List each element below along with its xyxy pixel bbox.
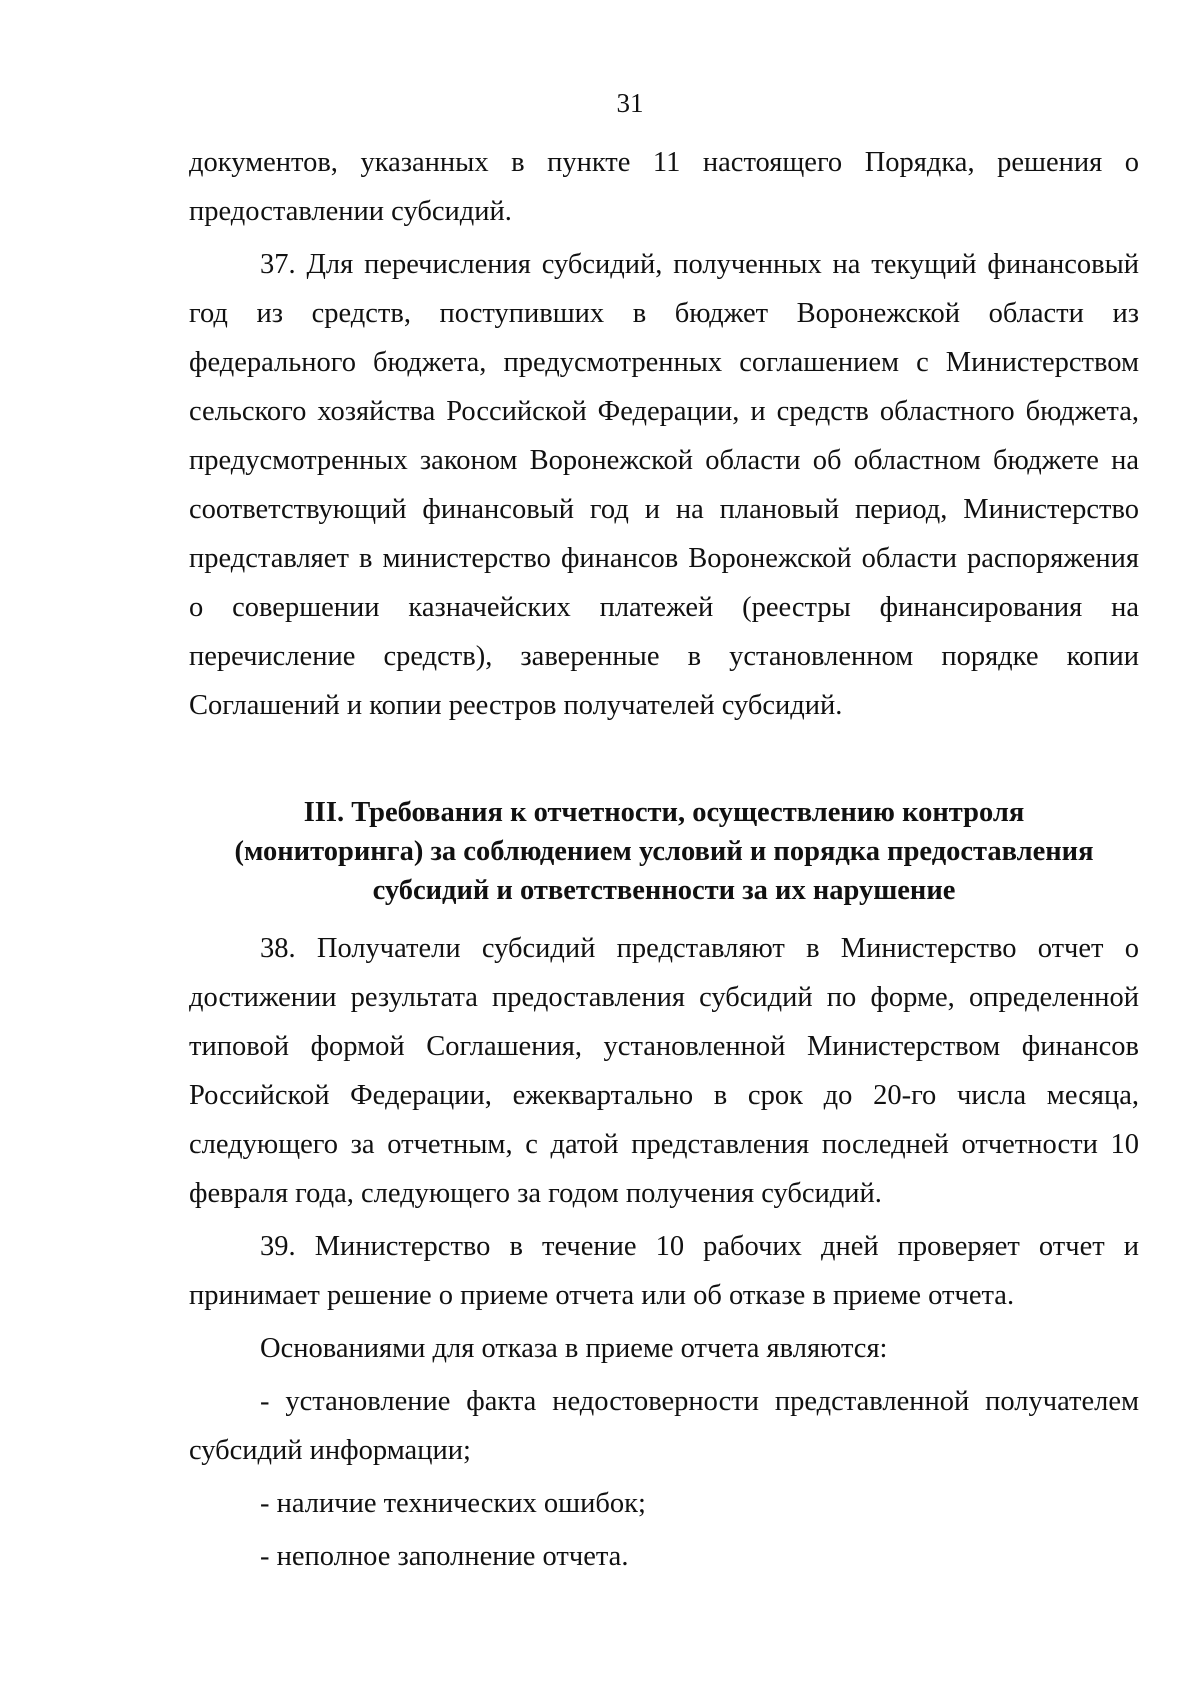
page-number: 31 [616, 88, 644, 118]
section-heading-line-2: (мониторинга) за соблюдением условий и порядка предоставления [234, 836, 1094, 867]
grounds-item-2: - наличие технических ошибок; [260, 1488, 646, 1519]
section-heading-line-3: субсидий и ответственности за их нарушение [372, 875, 956, 906]
continuation-paragraph: документов, указанных в пункте 11 настоящего Порядка, решения о предоставлении субсидий. [189, 147, 1139, 227]
grounds-intro: Основаниями для отказа в приеме отчета являются: [260, 1333, 888, 1364]
item-39-paragraph: 39. Министерство в течение 10 рабочих дней проверяет отчет и принимает решение о приеме отчета или об отказе в приеме отчета. [189, 1231, 1139, 1311]
item-37-paragraph: 37. Для перечисления субсидий, полученных на текущий финансовый год из средств, поступивших в бюджет Воронежской области из федерального бюджета, предусмотренных соглашением с Министерством сельского хозяйства Российской Федерации, и средств областного бюджета, предусмотренных законом Воронежской области об областном бюджете на соответствующий финансовый год и на плановый период, Министерство представляет в министерство финансов Воронежской области распоряжения о совершении казначейских платежей (реестры финансирования на перечисление средств), заверенные в установленном порядке копии Соглашений и копии реестров получателей субсидий. [189, 249, 1139, 721]
page-content [189, 138, 1139, 1581]
grounds-item-1: - установление факта недостоверности представленной получателем субсидий информации; [189, 1386, 1139, 1466]
section-heading-line-1: III. Требования к отчетности, осуществлению контроля [303, 797, 1025, 828]
section-heading [189, 793, 1139, 910]
grounds-item-3: - неполное заполнение отчета. [260, 1541, 629, 1572]
item-38-paragraph: 38. Получатели субсидий представляют в Министерство отчет о достижении результата предоставления субсидий по форме, определенной типовой формой Соглашения, установленной Министерством финансов Российской Федерации, ежеквартально в срок до 20-го числа месяца, следующего за отчетным, с датой представления последней отчетности 10 февраля года, следующего за годом получения субсидий. [189, 933, 1139, 1209]
